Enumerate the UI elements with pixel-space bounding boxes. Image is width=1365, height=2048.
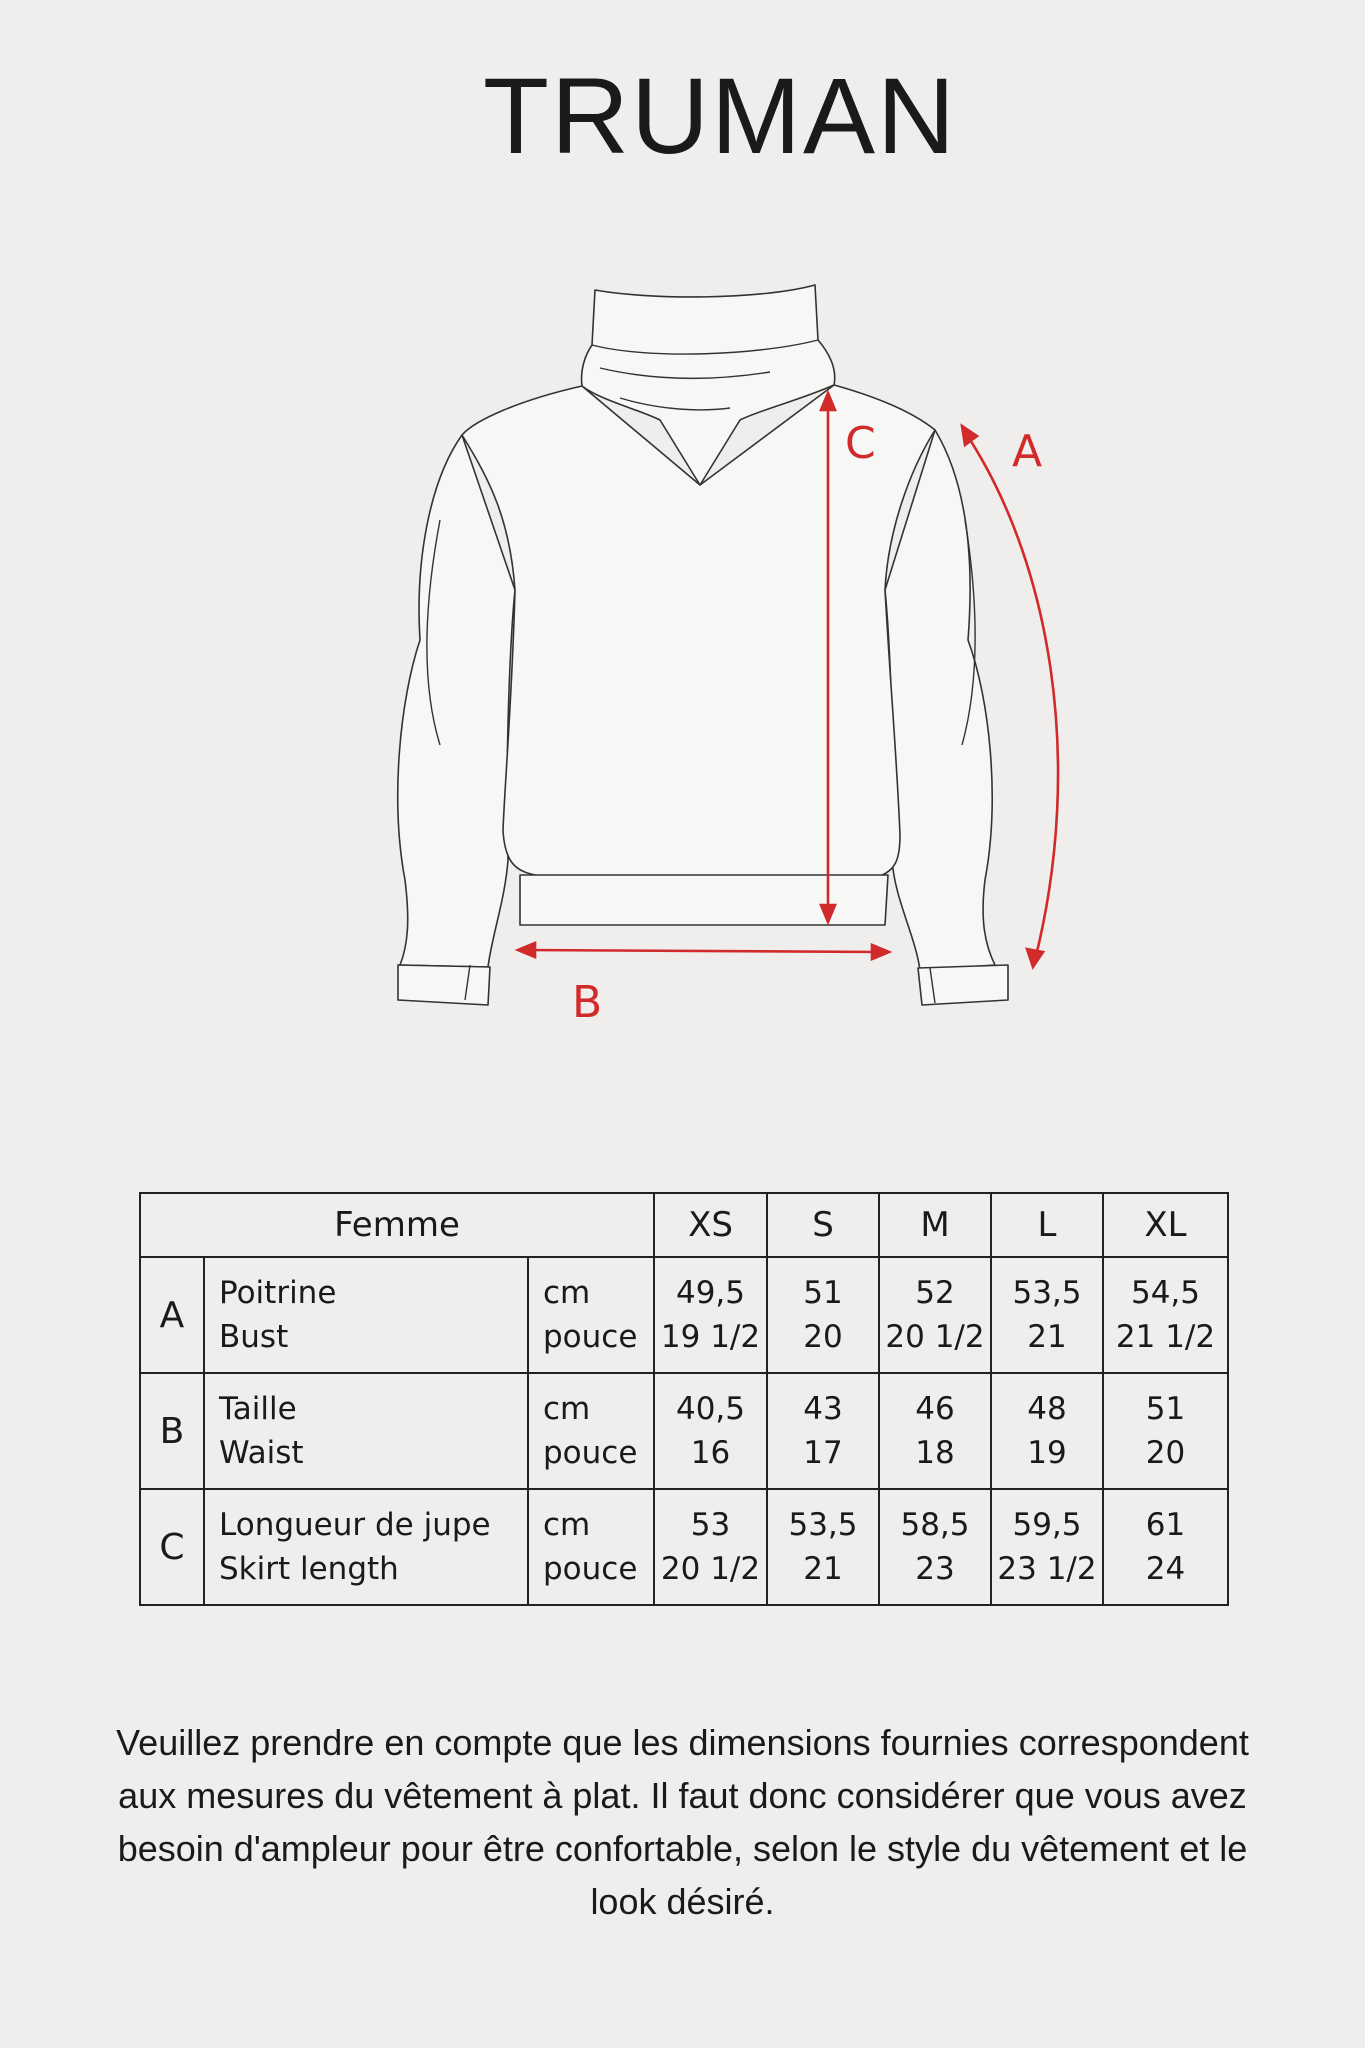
table-cell: 58,5 23 (879, 1489, 991, 1605)
table-cell: 48 19 (991, 1373, 1103, 1489)
size-table (139, 1192, 1229, 1606)
sweater-outline (380, 270, 1100, 1030)
header-size: M (879, 1193, 991, 1257)
table-cell: 59,5 23 1/2 (991, 1489, 1103, 1605)
right-cuff (918, 965, 1008, 1005)
row-name: Taille Waist (204, 1373, 528, 1489)
row-letter: B (140, 1373, 204, 1489)
table-row (140, 1257, 1228, 1373)
table-header-row (140, 1193, 1228, 1257)
label-c: C (845, 418, 876, 469)
row-units: cm pouce (528, 1373, 654, 1489)
table-row (140, 1373, 1228, 1489)
page-title: TRUMAN (483, 55, 957, 176)
table-cell: 52 20 1/2 (879, 1257, 991, 1373)
arrow-b (525, 950, 882, 952)
table-cell: 51 20 (1103, 1373, 1228, 1489)
table-cell: 43 17 (767, 1373, 879, 1489)
label-a: A (1012, 426, 1043, 477)
sizing-note: Veuillez prendre en compte que les dimensions fournies correspondent aux mesures du vêtement à plat. Il faut donc considérer que vous avez besoin d'ampleur pour être confortable, selon le style du vêtement et le look désiré. (116, 1722, 1249, 1922)
table-cell: 46 18 (879, 1373, 991, 1489)
header-size: XS (654, 1193, 767, 1257)
header-femme: Femme (140, 1193, 654, 1257)
table-cell: 40,5 16 (654, 1373, 767, 1489)
table-cell: 61 24 (1103, 1489, 1228, 1605)
row-units: cm pouce (528, 1489, 654, 1605)
header-size: S (767, 1193, 879, 1257)
header-size: L (991, 1193, 1103, 1257)
right-sleeve (885, 430, 995, 970)
table-cell: 53,5 21 (767, 1489, 879, 1605)
left-sleeve (398, 435, 515, 967)
table-cell: 51 20 (767, 1257, 879, 1373)
table-cell: 53 20 1/2 (654, 1489, 767, 1605)
row-units: cm pouce (528, 1257, 654, 1373)
row-name: Poitrine Bust (204, 1257, 528, 1373)
row-name: Longueur de jupe Skirt length (204, 1489, 528, 1605)
garment-diagram (380, 270, 1100, 1030)
left-cuff (398, 965, 490, 1005)
row-letter: A (140, 1257, 204, 1373)
table-cell: 53,5 21 (991, 1257, 1103, 1373)
waistband (520, 875, 888, 925)
table-cell: 54,5 21 1/2 (1103, 1257, 1228, 1373)
table-cell: 49,5 19 1/2 (654, 1257, 767, 1373)
label-b: B (572, 977, 603, 1028)
table-row (140, 1489, 1228, 1605)
row-letter: C (140, 1489, 204, 1605)
header-size: XL (1103, 1193, 1228, 1257)
